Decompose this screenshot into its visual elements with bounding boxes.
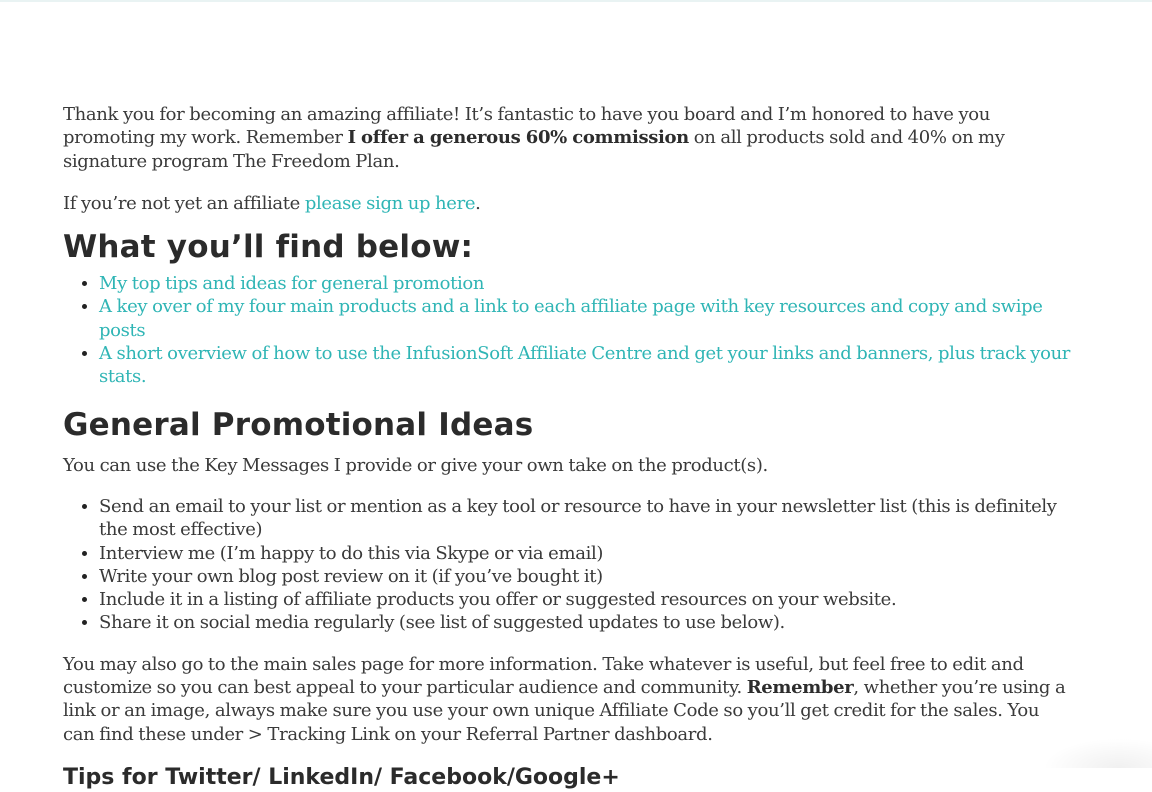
top-border-line: [0, 0, 1152, 2]
general-ideas-heading: General Promotional Ideas: [63, 406, 534, 443]
social-tips-heading: Tips for Twitter/ LinkedIn/ Facebook/Google+: [63, 764, 620, 790]
key-messages-paragraph: You can use the Key Messages I provide or give your own take on the product(s).: [63, 454, 768, 476]
signup-paragraph: [63, 192, 1073, 215]
sales-page-paragraph: [63, 653, 1073, 746]
list-item: [99, 342, 1073, 389]
intro-paragraph: [63, 103, 1073, 173]
link-main-products[interactable]: A key over of my four main products and a link to each affiliate page with key resources and copy and swipe posts: [99, 296, 1043, 341]
sales-text-end: , whether you’re using a link or an image, always make sure you use your own unique Affiliate Code so you’ll get credit for the sales. You can find these under > Tracking Link on your Referral Partner dashboard.: [63, 677, 1066, 745]
list-item: • Include it in a listing of affiliate products you offer or suggested resources on your website.: [99, 588, 1073, 611]
article-content: [63, 103, 1073, 792]
link-general-promotion[interactable]: My top tips and ideas for general promotion: [99, 273, 485, 295]
list-item: • Send an email to your list or mention as a key tool or resource to have in your newsletter list (this is definitely the most effective): [99, 495, 1073, 542]
find-below-heading: What you’ll find below:: [63, 229, 474, 266]
corner-shadow: [1042, 738, 1152, 768]
link-affiliate-centre[interactable]: A short overview of how to use the InfusionSoft Affiliate Centre and get your links and banners, plus track your stats.: [99, 343, 1071, 388]
list-item: • Write your own blog post review on it (if you’ve bought it): [99, 565, 1073, 588]
intro-text-end: on all products sold and 40% on my signature program The Freedom Plan.: [63, 127, 1005, 172]
remember-highlight: Remember: [746, 677, 854, 699]
signup-link[interactable]: please sign up here: [304, 192, 476, 214]
ideas-list: [63, 495, 1073, 635]
intro-text-start: Thank you for becoming an amazing affiliate! It’s fantastic to have you board and I’m honored to have you promoting my work. Remember: [63, 104, 990, 149]
contents-link-list: [63, 272, 1073, 388]
signup-period: .: [475, 192, 481, 214]
list-item: • Share it on social media regularly (see list of suggested updates to use below).: [99, 611, 1073, 634]
list-item: • Interview me (I’m happy to do this via Skype or via email): [99, 542, 1073, 565]
sales-text-start: You may also go to the main sales page for more information. Take whatever is useful, but feel free to edit and customize so you can best appeal to your particular audience and community.: [63, 653, 1024, 699]
commission-highlight: I offer a generous 60% commission: [347, 127, 689, 149]
list-item: [99, 295, 1073, 342]
signup-text: If you’re not yet an affiliate: [63, 192, 305, 214]
list-item: [99, 272, 1073, 295]
